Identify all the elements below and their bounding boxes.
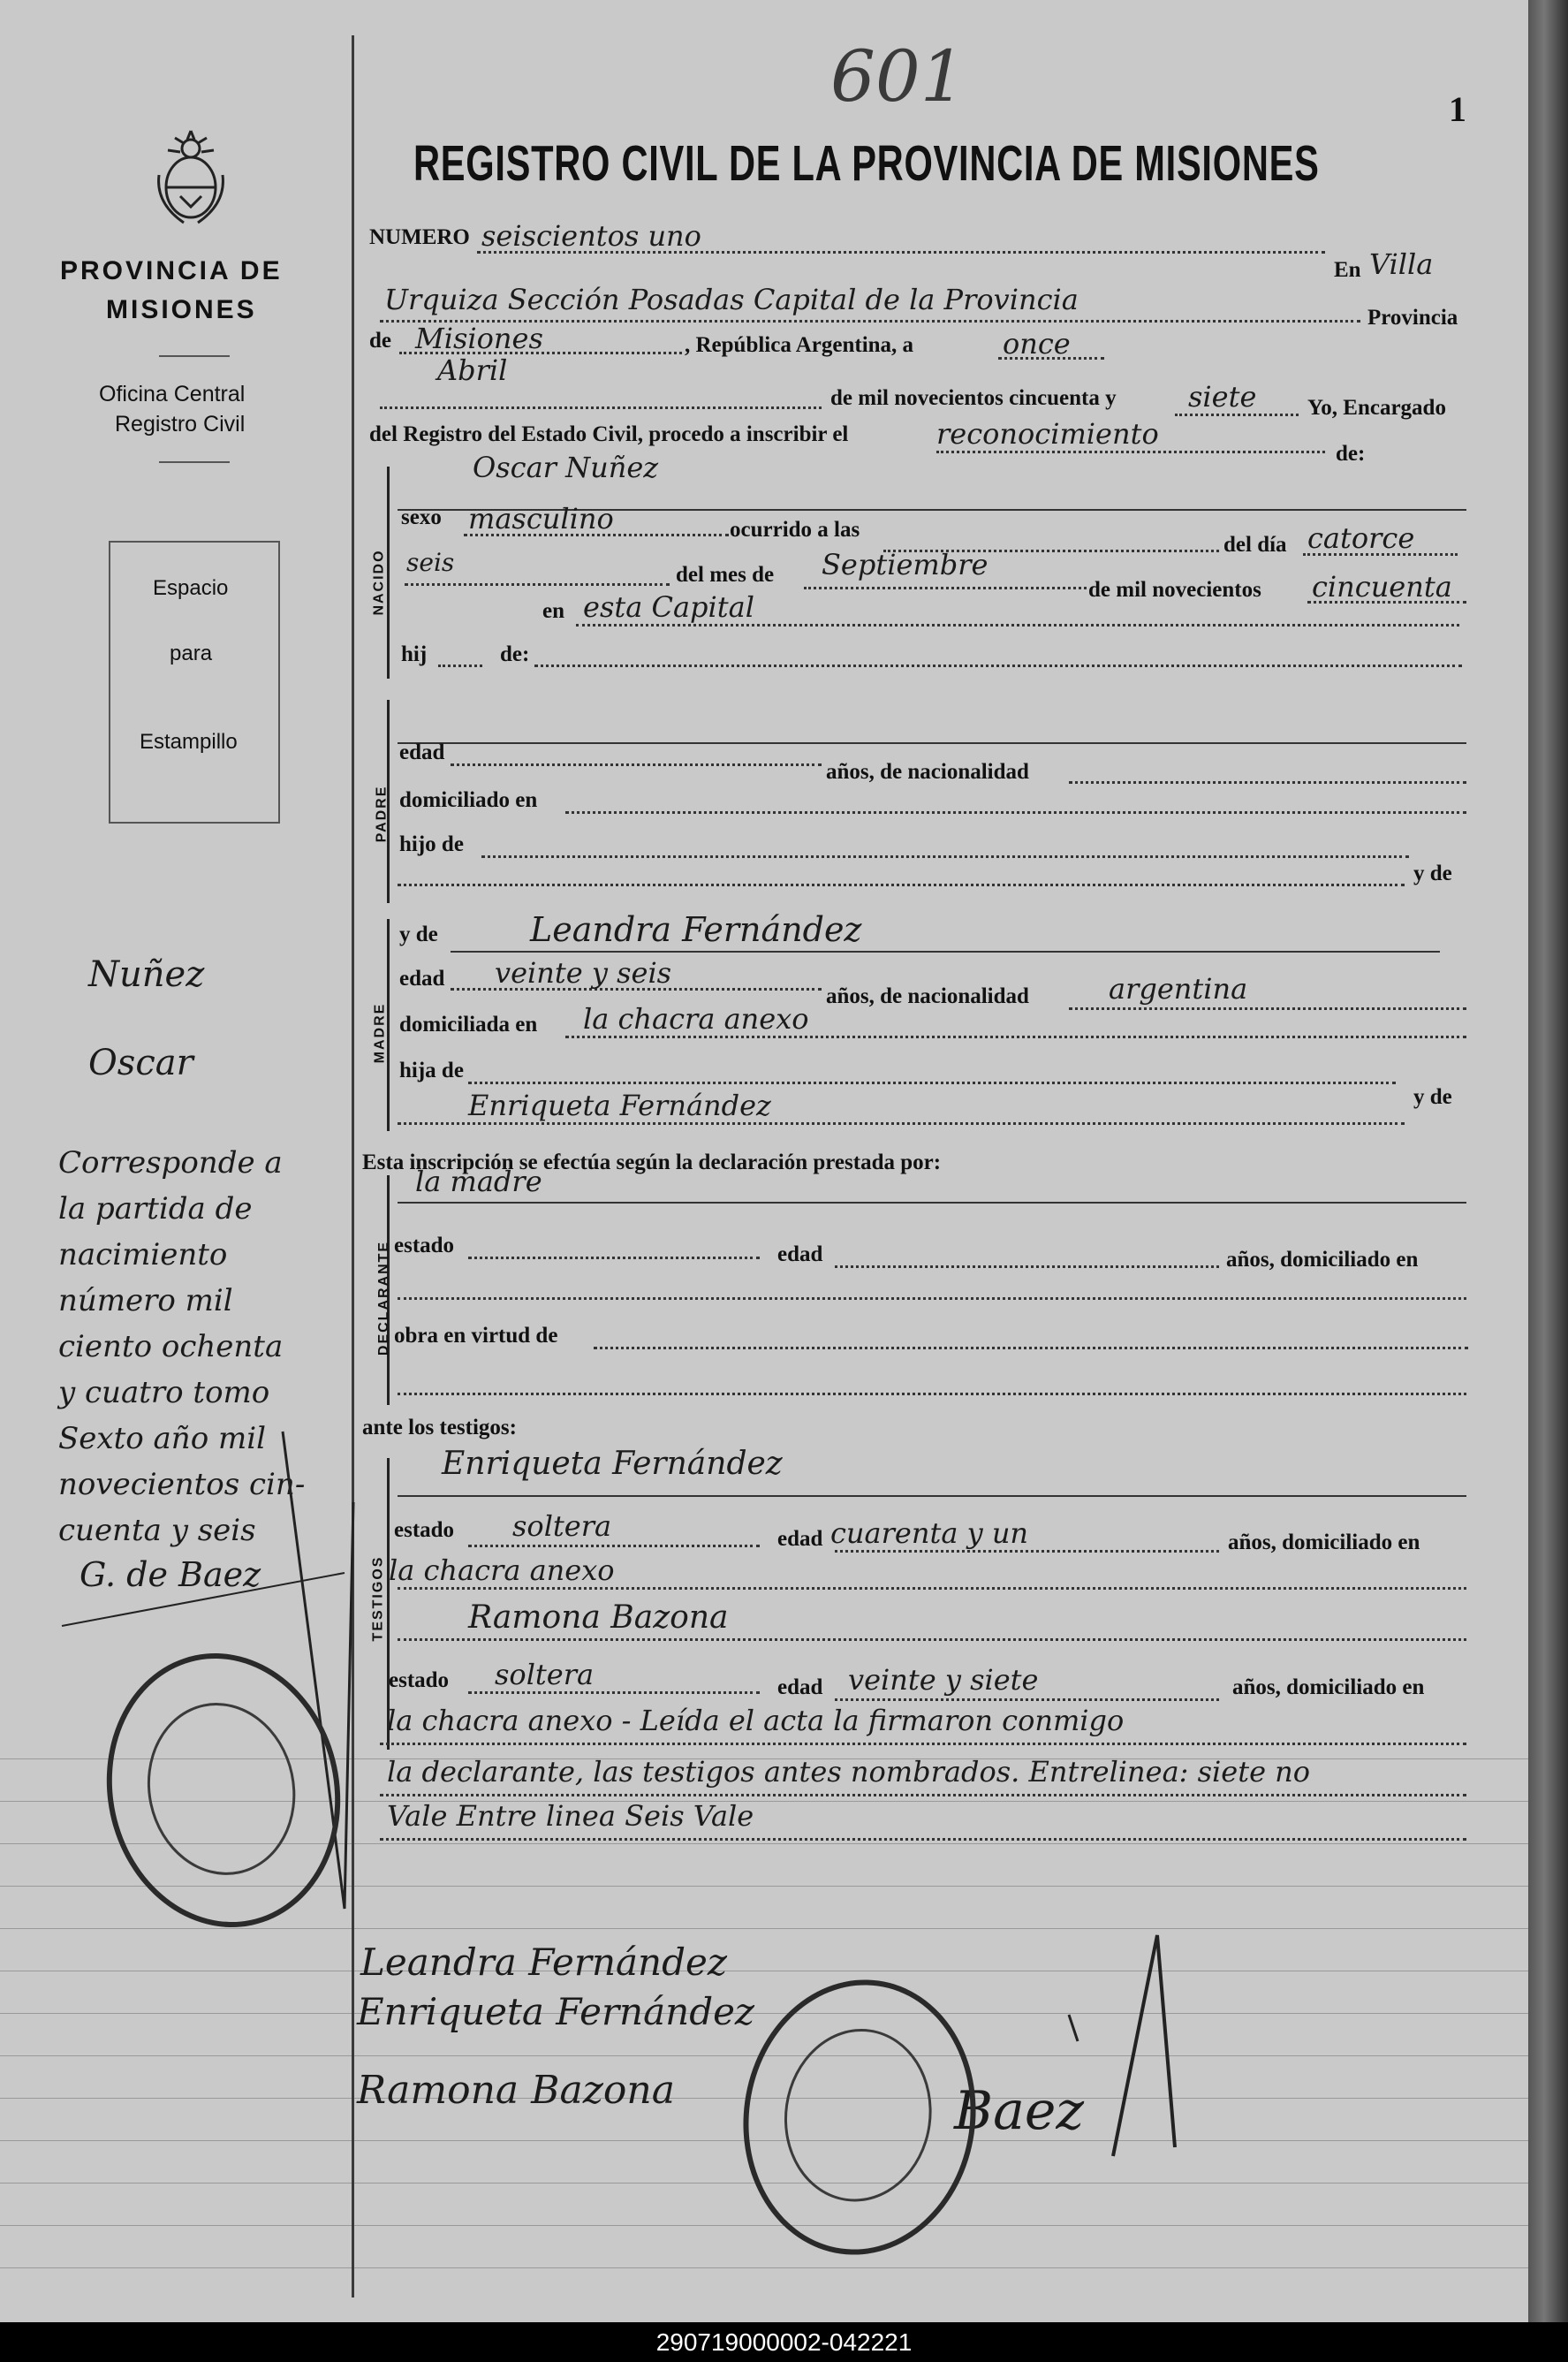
margin-note-line: número mil — [58, 1283, 233, 1318]
mes-label: del mes de — [676, 563, 775, 587]
mes-value: Septiembre — [822, 548, 989, 581]
ruled-line — [0, 2225, 1528, 2226]
numero-value: seiscientos uno — [481, 219, 701, 253]
madre-section-label: MADRE — [372, 1002, 388, 1064]
declarante-estado-label: estado — [394, 1234, 455, 1257]
margin-note-line: y cuatro tomo — [58, 1375, 270, 1410]
closing-line-1: la declarante, las testigos antes nombrados. Entrelinea: siete no — [387, 1755, 1311, 1789]
testigo2-domicilio-line: la chacra anexo - Leída el acta la firmaron conmigo — [387, 1704, 1125, 1737]
coat-of-arms-icon — [148, 124, 233, 239]
testigo2-estado: soltera — [495, 1658, 595, 1691]
margin-note-line: ciento ochenta — [58, 1329, 284, 1364]
en-label: En — [1334, 258, 1361, 282]
seis-value: seis — [406, 548, 455, 577]
testigo1-nombre: Enriqueta Fernández — [442, 1446, 783, 1482]
testigo1-anios-label: años, domiciliado en — [1228, 1530, 1420, 1554]
madre-domiciliada-label: domiciliada en — [399, 1013, 538, 1037]
testigo2-edad-label: edad — [777, 1675, 823, 1699]
testigo1-estado-label: estado — [394, 1518, 455, 1542]
padre-edad-label: edad — [399, 740, 445, 764]
madre-yde2-label: y de — [1413, 1085, 1452, 1109]
testigos-section-label: TESTIGOS — [370, 1555, 386, 1642]
month-value: Abril — [437, 353, 508, 387]
testigos-ante-label: ante los testigos: — [362, 1416, 517, 1439]
declaracion-label: Esta inscripción se efectúa según la declaración prestada por: — [362, 1151, 942, 1174]
stamp-label-3: Estampillo — [140, 730, 238, 754]
margin-note-line: cuenta y seis — [58, 1513, 256, 1548]
declarante-anios-label: años, domiciliado en — [1226, 1248, 1419, 1272]
signature-2: Enriqueta Fernández — [357, 1990, 755, 2033]
madre-hija-label: hija de — [399, 1059, 464, 1082]
de-label: de — [369, 329, 391, 353]
signature-4: Baez — [954, 2080, 1084, 2142]
madre-edad-label: edad — [399, 967, 445, 991]
padre-section-label: PADRE — [374, 785, 390, 843]
declarante-section-label: DECLARANTE — [376, 1240, 392, 1356]
provincia-label: Provincia — [1367, 306, 1458, 330]
en-value: Villa — [1369, 247, 1434, 281]
book-binding — [1528, 0, 1568, 2322]
mil-value: cincuenta — [1312, 570, 1452, 604]
signature-flourish — [1042, 1918, 1272, 2183]
registry-seal-bottom — [726, 1964, 994, 2269]
page-number: 1 — [1449, 89, 1466, 129]
testigo2-estado-label: estado — [389, 1668, 450, 1692]
document-id-bar — [0, 2322, 1568, 2362]
hij-de-label: de: — [500, 642, 530, 666]
madre-yde-label: y de — [399, 923, 438, 946]
testigo1-edad: cuarenta y un — [830, 1516, 1029, 1550]
numero-label: NUMERO — [369, 225, 470, 249]
madre-domiciliada-value: la chacra anexo — [583, 1002, 809, 1036]
margin-note-name: Oscar — [88, 1043, 193, 1083]
hij-label: hij — [401, 642, 428, 666]
encargado-label: Yo, Encargado — [1307, 396, 1446, 420]
closing-line-2: Vale Entre linea Seis Vale — [387, 1799, 754, 1833]
year-label: de mil novecientos cincuenta y — [830, 386, 1117, 410]
dia-value: catorce — [1307, 521, 1415, 555]
declarante-edad-label: edad — [777, 1242, 823, 1266]
de2-label: de: — [1336, 442, 1366, 466]
place-line: Urquiza Sección Posadas Capital de la Provincia — [384, 283, 1079, 316]
en2-value: esta Capital — [583, 590, 754, 624]
divider — [159, 461, 230, 463]
sidebar-province: PROVINCIA DE — [60, 256, 283, 285]
padre-anios-label: años, de nacionalidad — [826, 760, 1029, 784]
signature-3: Ramona Bazona — [357, 2068, 675, 2113]
ocurrido-label: ocurrido a las — [730, 518, 860, 542]
registro-label: del Registro del Estado Civil, procedo a inscribir el — [369, 422, 849, 446]
padre-yde-label: y de — [1413, 862, 1452, 885]
de-value: Misiones — [415, 322, 543, 355]
nombre-value: Oscar Nuñez — [473, 451, 659, 484]
testigo2-anios-label: años, domiciliado en — [1232, 1675, 1425, 1699]
madre-nombre-value: Leandra Fernández — [530, 910, 862, 949]
testigo1-domicilio: la chacra anexo — [389, 1553, 615, 1587]
testigo1-edad-label: edad — [777, 1527, 823, 1551]
margin-note-surname: Nuñez — [88, 954, 205, 995]
sexo-value: masculino — [468, 502, 614, 535]
margin-note-signature: G. de Baez — [80, 1555, 261, 1594]
margin-note-line: Corresponde a — [58, 1145, 283, 1181]
declarante-nombre-value: la madre — [415, 1165, 542, 1198]
margin-note-line: la partida de — [58, 1191, 253, 1227]
dia-label: del día — [1223, 533, 1287, 557]
sidebar-province-name: MISIONES — [106, 295, 257, 324]
republica-label: , República Argentina, a — [685, 333, 914, 357]
document-id: 290719000002-042221 — [655, 2328, 913, 2356]
madre-hija-value: Enriqueta Fernández — [468, 1089, 771, 1122]
page-title: REGISTRO CIVIL DE LA PROVINCIA DE MISIONES — [413, 135, 1320, 192]
padre-domiciliado-label: domiciliado en — [399, 788, 538, 812]
declarante-obra-label: obra en virtud de — [394, 1324, 558, 1348]
registro-value: reconocimiento — [936, 417, 1159, 451]
madre-anios-label: años, de nacionalidad — [826, 984, 1029, 1008]
nacido-section-label: NACIDO — [371, 549, 387, 616]
margin-note-line: novecientos cin- — [58, 1467, 306, 1502]
madre-edad-value: veinte y seis — [495, 956, 672, 990]
padre-hijo-label: hijo de — [399, 832, 464, 856]
mil-label: de mil novecientos — [1088, 578, 1261, 602]
ruled-line — [0, 2267, 1528, 2268]
margin-note-line: Sexto año mil — [58, 1421, 266, 1456]
divider — [159, 355, 230, 357]
sexo-label: sexo — [401, 505, 442, 529]
margin-note-line: nacimiento — [58, 1237, 228, 1272]
day-value: once — [1003, 327, 1071, 361]
en2-label: en — [542, 599, 564, 623]
signature-1: Leandra Fernández — [360, 1940, 727, 1984]
testigo2-edad: veinte y siete — [848, 1663, 1039, 1697]
year-value: siete — [1188, 380, 1257, 414]
madre-nacionalidad-value: argentina — [1109, 972, 1248, 1006]
testigo1-estado: soltera — [512, 1509, 612, 1543]
testigo2-nombre: Ramona Bazona — [468, 1599, 729, 1636]
stamp-label-2: para — [170, 642, 213, 665]
sidebar-office-line2: Registro Civil — [115, 412, 246, 437]
sidebar-office-line1: Oficina Central — [99, 382, 246, 406]
act-number-handwritten: 601 — [830, 35, 966, 118]
stamp-label-1: Espacio — [153, 576, 229, 600]
